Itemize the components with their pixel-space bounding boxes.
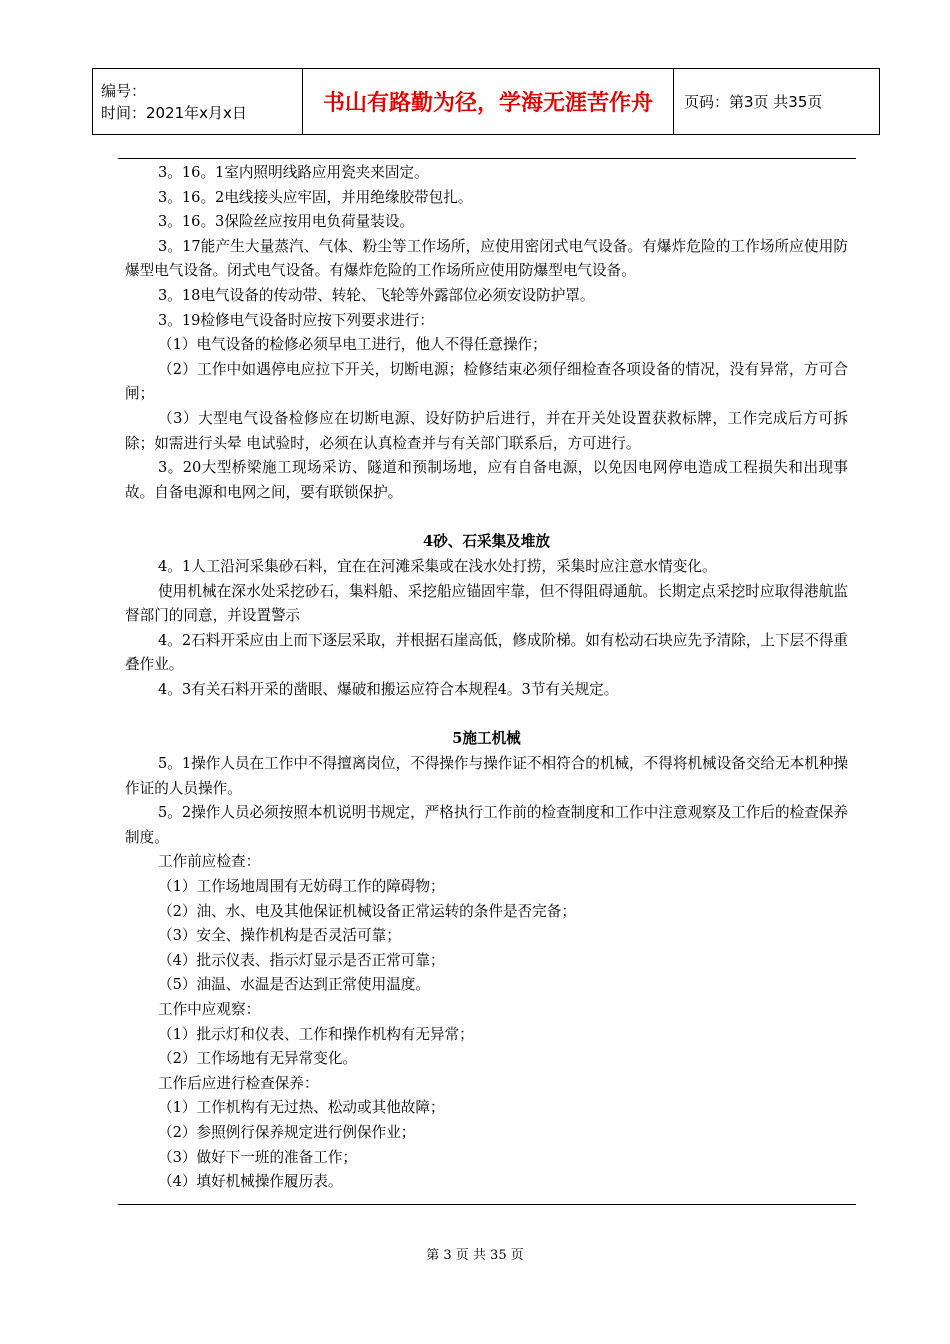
body-paragraph: 3。16。1室内照明线路应用瓷夹来固定。 <box>158 164 429 181</box>
body-paragraph: （1）工作场地周围有无妨碍工作的障碍物； <box>158 878 445 896</box>
body-paragraph: 3。20大型桥梁施工现场采访、隧道和预制场地，应有自备电源，以免因电网停电造成工程损失和出现事故。自备电源和电网之间，要有联锁保护。 <box>125 459 848 501</box>
body-paragraph: （2）工作场地有无异常变化。 <box>158 1050 358 1068</box>
header-motto: 书山有路勤为径，学海无涯苦作舟 <box>303 69 674 135</box>
body-paragraph: 5。1操作人员在工作中不得擅离岗位，不得操作与操作证不相符合的机械，不得将机械设备交给无本机种操作证的人员操作。 <box>125 755 848 797</box>
body-paragraph: 3。16。2电线接头应牢固，并用绝缘胶带包扎。 <box>158 188 473 206</box>
body-paragraph: 工作中应观察： <box>158 1001 261 1018</box>
body-paragraph: 4。2石料开采应由上而下逐层采取，并根据石崖高低，修成阶梯。如有松动石块应先予清除，上下层不得重叠作业。 <box>125 631 848 674</box>
section-heading: 5施工机械 <box>452 730 521 748</box>
bottom-divider <box>118 1204 856 1205</box>
body-paragraph: （2）油、水、电及其他保证机械设备正常运转的条件是否完备； <box>158 902 576 920</box>
page-footer: 第 3 页 共 35 页 <box>426 1248 524 1263</box>
document-body <box>125 161 848 1195</box>
body-paragraph: （3）安全、操作机构是否灵活可靠； <box>158 927 401 945</box>
body-paragraph: （3）大型电气设备检修应在切断电源、设好防护后进行，并在开关处设置获救标牌，工作完成后方可拆除；如需进行头晕 电试验时，必须在认真检查并与有关部门联系后，方可进行。 <box>125 409 848 452</box>
document-header <box>92 68 880 135</box>
body-paragraph: 4。3有关石料开采的凿眼、爆破和搬运应符合本规程4。3节有关规定。 <box>158 680 619 698</box>
body-paragraph: （1）批示灯和仪表、工作和操作机构有无异常； <box>158 1025 474 1043</box>
body-paragraph: （1）工作机构有无过热、松动或其他故障； <box>158 1099 445 1117</box>
body-paragraph: 3。16。3保险丝应按用电负荷量装设。 <box>158 213 415 231</box>
body-paragraph: 工作前应检查： <box>158 853 261 871</box>
body-paragraph: （2）工作中如遇停电应拉下开关，切断电源；检修结束必须仔细检查各项设备的情况，没有异常，方可合闸； <box>125 360 848 403</box>
body-paragraph: 5。2操作人员必须按照本机说明书规定，严格执行工作前的检查制度和工作中注意观察及工作后的检查保养制度。 <box>125 804 848 846</box>
document-time: 时间：2021年x月x日 <box>101 103 247 122</box>
body-paragraph: （1）电气设备的检修必须早电工进行，他人不得任意操作； <box>158 336 547 354</box>
header-meta <box>93 69 303 135</box>
body-paragraph: 3。18电气设备的传动带、转轮、飞轮等外露部位必须安设防护罩。 <box>158 286 595 304</box>
header-page-number: 页码：第3页 共35页 <box>674 69 880 135</box>
body-paragraph: （4）批示仪表、指示灯显示是否正常可靠； <box>158 951 445 969</box>
body-paragraph: （3）做好下一班的准备工作； <box>158 1148 358 1166</box>
body-paragraph: 3。19检修电气设备时应按下列要求进行： <box>158 311 434 329</box>
body-paragraph: 4。1人工沿河采集砂石料，宜在在河滩采集或在浅水处打捞，采集时应注意水情变化。 <box>158 557 717 575</box>
top-divider <box>118 158 856 159</box>
body-paragraph: 工作后应进行检查保养： <box>158 1074 319 1092</box>
document-number: 编号： <box>101 81 147 100</box>
body-paragraph: （5）油温、水温是否达到正常使用温度。 <box>158 976 430 994</box>
body-paragraph: （4）填好机械操作履历表。 <box>158 1173 343 1191</box>
body-paragraph: （2）参照例行保养规定进行例保作业； <box>158 1123 416 1141</box>
section-heading: 4砂、石采集及堆放 <box>423 533 550 551</box>
body-paragraph: 使用机械在深水处采挖砂石，集料船、采挖船应锚固牢靠，但不得阻碍通航。长期定点采挖时应取得港航监督部门的同意，并设置警示 <box>125 582 848 625</box>
body-paragraph: 3。17能产生大量蒸汽、气体、粉尘等工作场所，应使用密闭式电气设备。有爆炸危险的工作场所应使用防爆型电气设备。闭式电气设备。有爆炸危险的工作场所应使用防爆型电气设备。 <box>125 237 848 280</box>
